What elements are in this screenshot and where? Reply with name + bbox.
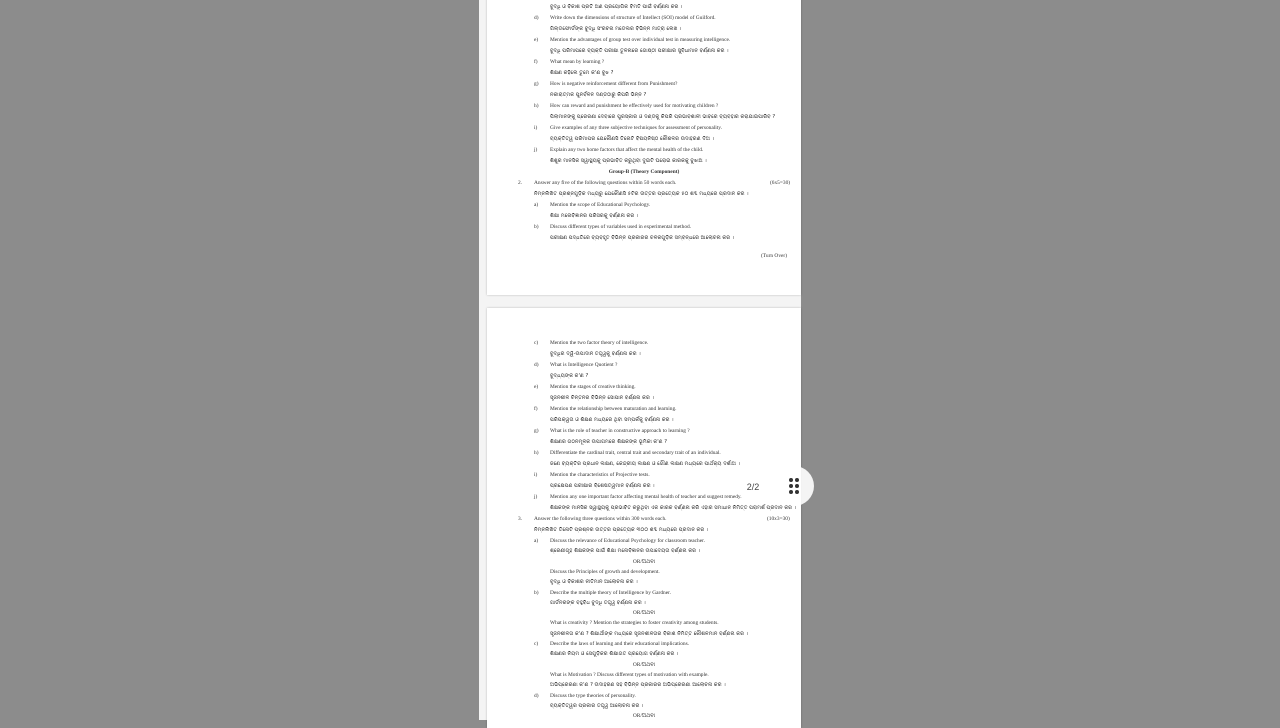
odia-instruction: ନିମ୍ନଲିଖିତ ପ୍ରଶ୍ନଗୁଡ଼ିକ ମଧ୍ୟରୁ ଯେକୌଣସି ୫ଟିର ଉତ୍ତର ପ୍ରତ୍ୟେକ ୫୦ ଶବ୍ଦ ମଧ୍ୟରେ ପ୍ରଦାନ କର । xyxy=(534,191,749,197)
question-label: f) xyxy=(534,406,538,412)
odia-text-line: ଗିଲ୍ଡଫୋର୍ଡଙ୍କ ବୁଦ୍ଧି ସଂରଚନା ମଡେଲର ବିଭିନ୍ନ ମାତ୍ରା ଲେଖ । xyxy=(550,26,682,32)
question-text: Mention the relationship between maturation and learning. xyxy=(550,406,677,412)
question-label: b) xyxy=(534,224,539,230)
question-label: c) xyxy=(534,641,539,647)
odia-text-line: ବୃଦ୍ଧି ଓ ବିକାଶର ନୀତିମାନ ଆଲୋଚନା କର । xyxy=(550,579,638,586)
question-text: Mention the characteristics of Projective tests. xyxy=(550,472,650,478)
question-text: Discuss the Principles of growth and development. xyxy=(550,568,660,575)
question-text: Discuss the type theories of personality. xyxy=(550,692,636,699)
question-instruction: Answer the following three questions within 300 words each. xyxy=(534,516,667,522)
odia-text-line: ପିଲାମାନଙ୍କୁ ପ୍ରେରଣା ଦେବାରେ ପୁରସ୍କାର ଓ ଦଣ୍ଡକୁ କିପରି ପ୍ରଭାବଶାଳୀ ଭାବରେ ବ୍ୟବହାର କରାଯାଇପାରିବ ? xyxy=(550,114,776,120)
question-label: h) xyxy=(534,450,539,456)
question-text: Mention the scope of Educational Psychology. xyxy=(550,202,651,208)
question-text: How is negative reinforcement different from Punishment? xyxy=(550,81,678,87)
question-label: j) xyxy=(534,147,538,153)
question-text: What mean by learning ? xyxy=(550,59,605,65)
question-label: a) xyxy=(534,202,539,208)
question-label: e) xyxy=(534,37,539,43)
odia-text-line: ବୁଦ୍ଧିର ଦ୍ୱି-ଉପାଦାନ ତତ୍ତ୍ୱକୁ ବର୍ଣ୍ଣନା କର । xyxy=(550,351,641,357)
question-text: What is the role of teacher in constructive approach to learning ? xyxy=(550,428,690,434)
question-text: What is Intelligence Quotient ? xyxy=(550,362,618,368)
document-page-2 xyxy=(487,308,801,728)
question-text: Describe the multiple theory of Intelligence by Gardner. xyxy=(550,589,671,596)
odia-text-line: ବୁଦ୍ଧି ପରିମାପରେ ବ୍ୟକ୍ତି ପରୀକ୍ଷା ତୁଳନାରେ ଗୋଷ୍ଠୀ ପରୀକ୍ଷାର ସୁବିଧାମାନ ବର୍ଣ୍ଣନା କର । xyxy=(550,48,729,54)
question-text: Describe the laws of learning and their educational implications. xyxy=(550,641,690,647)
marks: (10x3=30) xyxy=(767,516,790,522)
odia-text-line: ଶିକ୍ଷକଙ୍କ ମାନସିକ ସ୍ୱାସ୍ଥ୍ୟକୁ ପ୍ରଭାବିତ କରୁଥିବା ଏକ କାରକ ବର୍ଣ୍ଣନା କରି ଏହାର ସମାଧାନ ନିମିତ୍ତ ପରାମର୍ଶ ପ୍ରଦାନ କର । xyxy=(550,505,797,511)
grid-dots-icon xyxy=(789,478,799,494)
odia-text-line: ଅଭିପ୍ରେରଣା କ'ଣ ? ଉଦାହରଣ ସହ ବିଭିନ୍ନ ପ୍ରକାରର ଅଭିପ୍ରେରଣା ଆଲୋଚନା କର । xyxy=(550,682,726,689)
odia-text-line: ଗାର୍ଡନରଙ୍କ ବହୁବିଧ ବୁଦ୍ଧି ତତ୍ତ୍ୱ ବର୍ଣ୍ଣନା କର । xyxy=(550,599,646,606)
odia-text-line: ଶ୍ରେଣୀଗୃହ ଶିକ୍ଷକଙ୍କ ପାଇଁ ଶିକ୍ଷା ମନୋବିଜ୍ଞାନର ଉପାଦେୟତା ବର୍ଣ୍ଣନା କର । xyxy=(550,548,701,555)
question-label: j) xyxy=(534,494,538,500)
menu-button[interactable] xyxy=(774,466,814,506)
question-label: g) xyxy=(534,428,539,434)
odia-text-line: ବ୍ୟକ୍ତିତ୍ୱର ପ୍ରକାର ତତ୍ତ୍ୱ ଆଲୋଚନା କର । xyxy=(550,702,644,709)
marks: (6x5=30) xyxy=(770,180,791,186)
odia-text-line: ଶିଶୁର ମାନସିକ ସ୍ୱାସ୍ଥ୍ୟକୁ ପ୍ରଭାବିତ କରୁଥିବା ଦୁଇଟି ଘରୋଇ କାରକକୁ ବୁଝାଅ । xyxy=(550,158,707,164)
question-label: d) xyxy=(534,362,539,368)
or-separator: OR/ଅଥବା xyxy=(632,558,656,565)
question-instruction: Answer any five of the following questions within 50 words each. xyxy=(534,180,677,186)
turn-over-note: (Turn Over) xyxy=(761,253,788,259)
question-label: e) xyxy=(534,384,539,390)
question-label: d) xyxy=(534,692,539,699)
question-label: i) xyxy=(534,472,538,478)
question-text: Differentiate the cardinal trait, central trait and secondary trait of an individual. xyxy=(550,450,721,456)
question-number: 2. xyxy=(518,180,523,186)
question-number: 3. xyxy=(518,516,523,522)
question-text: Mention the two factor theory of intelligence. xyxy=(550,340,649,346)
odia-text-line: ବ୍ୟକ୍ତିତ୍ୱ ପରିମାପର ଯେକୌଣସି ତିନୋଟି ବିଷୟନିଷ୍ଠ କୌଶଳର ଉଦାହରଣ ଦିଅ । xyxy=(550,136,714,142)
question-label: f) xyxy=(534,59,538,65)
odia-text-line: ଶିକ୍ଷଣର ଗଠନମୂଳକ ଉପାଗମରେ ଶିକ୍ଷକଙ୍କ ଭୂମିକା କ'ଣ ? xyxy=(550,439,667,445)
odia-text-line: ନକାରାତ୍ମକ ପୁନର୍ବଳନ ଦଣ୍ଡଠାରୁ କିପରି ଭିନ୍ନ ? xyxy=(550,92,647,98)
or-separator: OR/ଅଥବା xyxy=(632,661,656,668)
odia-text-line: ପରିପକ୍ୱତା ଓ ଶିକ୍ଷଣ ମଧ୍ୟରେ ଥିବା ସମ୍ପର୍କକୁ ବର୍ଣ୍ଣନା କର । xyxy=(550,417,674,423)
question-label: a) xyxy=(534,538,539,544)
page-indicator: 2/2 xyxy=(736,479,770,495)
odia-text-line: ଶିକ୍ଷଣ କହିଲେ ତୁମେ କ'ଣ ବୁଝ ? xyxy=(550,70,614,76)
question-text: Mention the stages of creative thinking. xyxy=(550,384,636,390)
odia-text-line: ସୃଜନଶୀଳତା କ'ଣ ? ଶିକ୍ଷାର୍ଥୀଙ୍କ ମଧ୍ୟରେ ସୃଜନଶୀଳତାର ବିକାଶ ନିମିତ୍ତ କୌଶଳମାନ ବର୍ଣ୍ଣନା କର । xyxy=(550,630,749,637)
question-text: Explain any two home factors that affect the mental health of the child. xyxy=(550,147,704,153)
odia-text-line: ଶିକ୍ଷା ମନୋବିଜ୍ଞାନର ପରିସରକୁ ବର୍ଣ୍ଣନା କର । xyxy=(550,213,639,219)
odia-text-line: ପ୍ରକ୍ଷେପଣ ପରୀକ୍ଷାର ବିଶେଷତ୍ୱମାନ ବର୍ଣ୍ଣନା କର । xyxy=(550,483,655,489)
odia-text-line: ବୁଦ୍ଧି ଓ ବିକାଶ ପ୍ରତି ଅଣ ପ୍ରୟୋଗିକ ବିମତି ପାଇଁ ବର୍ଣ୍ଣନା କର । xyxy=(550,4,683,10)
question-label: b) xyxy=(534,589,539,596)
question-label: g) xyxy=(534,81,539,87)
odia-text-line: ଶିକ୍ଷଣର ନିୟମ ଓ ସେଗୁଡ଼ିକର ଶିକ୍ଷାଗତ ପ୍ରୟୋଗ ବର୍ଣ୍ଣନା କର । xyxy=(550,651,679,658)
question-text: Discuss the relevance of Educational Psychology for classroom teacher. xyxy=(550,538,705,544)
question-text: Give examples of any three subjective techniques for assessment of personality. xyxy=(550,125,722,131)
question-text: How can reward and punishment be effectively used for motivating children ? xyxy=(550,103,719,109)
odia-text-line: ସୃଜନଶୀଳ ଚିନ୍ତନର ବିଭିନ୍ନ ସୋପାନ ବର୍ଣ୍ଣନା କର । xyxy=(550,395,654,401)
question-text: What is creativity ? Mention the strategies to foster creativity among students. xyxy=(550,620,719,627)
odia-text-line: ଜଣେ ବ୍ୟକ୍ତିର ପ୍ରଧାନ ଲକ୍ଷଣ, କେନ୍ଦ୍ରୀୟ ଲକ୍ଷଣ ଓ ଗୌଣ ଲକ୍ଷଣ ମଧ୍ୟରେ ପାର୍ଥକ୍ୟ ଦର୍ଶାଅ । xyxy=(550,461,740,467)
odia-text-line: ବୁଦ୍ଧ୍ୟଙ୍କ କ'ଣ ? xyxy=(550,373,589,379)
question-label: h) xyxy=(534,103,539,109)
odia-instruction: ନିମ୍ନଲିଖିତ ତିନୋଟି ପ୍ରଶ୍ନର ଉତ୍ତର ପ୍ରତ୍ୟେକ ୩୦୦ ଶବ୍ଦ ମଧ୍ୟରେ ପ୍ରଦାନ କର । xyxy=(534,527,709,533)
or-separator: OR/ଅଥବା xyxy=(632,610,656,617)
question-text: Discuss different types of variables used in experimental method. xyxy=(550,224,692,230)
question-text: Write down the dimensions of structure of Intellect (SOI) model of Guilford. xyxy=(550,15,716,21)
odia-text-line: ପରୀକ୍ଷଣ ପଦ୍ଧତିରେ ବ୍ୟବହୃତ ବିଭିନ୍ନ ପ୍ରକାରର ଚଳକଗୁଡ଼ିକ ସମ୍ବନ୍ଧରେ ଆଲୋଚନା କର । xyxy=(550,235,735,241)
question-label: c) xyxy=(534,340,539,346)
question-text: Mention any one important factor affecting mental health of teacher and suggest remedy. xyxy=(550,494,742,500)
question-label: d) xyxy=(534,15,539,21)
or-separator: OR/ଅଥବା xyxy=(632,713,656,720)
question-label: i) xyxy=(534,125,538,131)
group-heading: Group-B (Theory Component) xyxy=(608,169,680,175)
document-page-1 xyxy=(487,0,801,295)
question-text: What is Motivation ? Discuss different types of motivation with example. xyxy=(550,671,709,678)
question-text: Mention the advantages of group test over individual test in measuring intelligence. xyxy=(550,37,731,43)
